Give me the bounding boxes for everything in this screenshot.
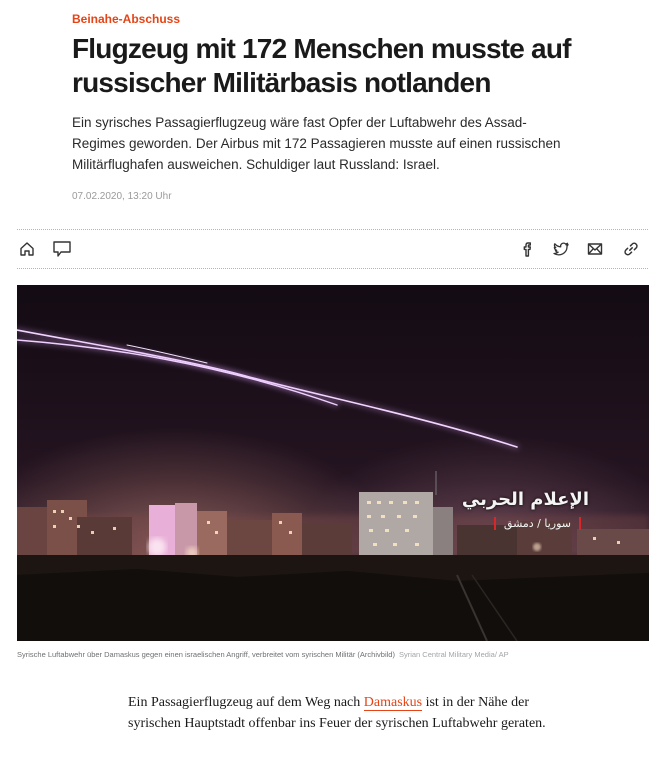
article-kicker: Beinahe-Abschuss (72, 12, 181, 26)
link-icon[interactable] (621, 239, 641, 259)
body-text-start: Ein Passagierflugzeug auf dem Weg nach (128, 695, 364, 710)
home-icon[interactable] (17, 239, 37, 259)
damaskus-link[interactable]: Damaskus (363, 695, 423, 710)
facebook-icon[interactable] (517, 239, 537, 259)
body-text-end: ist in der Nähe der syrischen Hauptstadt offenbar ins Feuer der syrischen Luftabwehr geraten. (128, 695, 546, 731)
photo-caption (17, 650, 649, 659)
watermark-subtitle: سوريا / دمشق (494, 517, 581, 530)
comment-icon[interactable] (51, 239, 73, 259)
watermark-title: الإعلام الحربي (461, 489, 589, 510)
article-photo (17, 285, 649, 641)
caption-text: Syrische Luftabwehr über Damaskus gegen einen israelischen Angriff, verbreitet vom syrischen Militär (Archivbild) (17, 650, 395, 659)
night-city-scene (17, 285, 649, 641)
email-icon[interactable] (585, 239, 605, 259)
toolbar-bottom-divider (17, 268, 648, 269)
toolbar-top-divider (17, 229, 648, 230)
article-body-paragraph (128, 692, 558, 734)
article-headline: Flugzeug mit 172 Menschen musste auf russischer Militärbasis notlanden (72, 33, 571, 98)
publish-date: 07.02.2020, 13:20 Uhr (72, 191, 172, 202)
twitter-icon[interactable] (551, 239, 571, 259)
article-teaser: Ein syrisches Passagierflugzeug wäre fast Opfer der Luftabwehr des Assad-Regimes geworden. Der Airbus mit 172 Passagieren musste auf einen russischen Militärflughafen ausweichen. Schuldiger laut Russland: Israel. (72, 115, 561, 172)
photo-credit: Syrian Central Military Media/ AP (398, 650, 509, 659)
article-toolbar (17, 232, 648, 266)
